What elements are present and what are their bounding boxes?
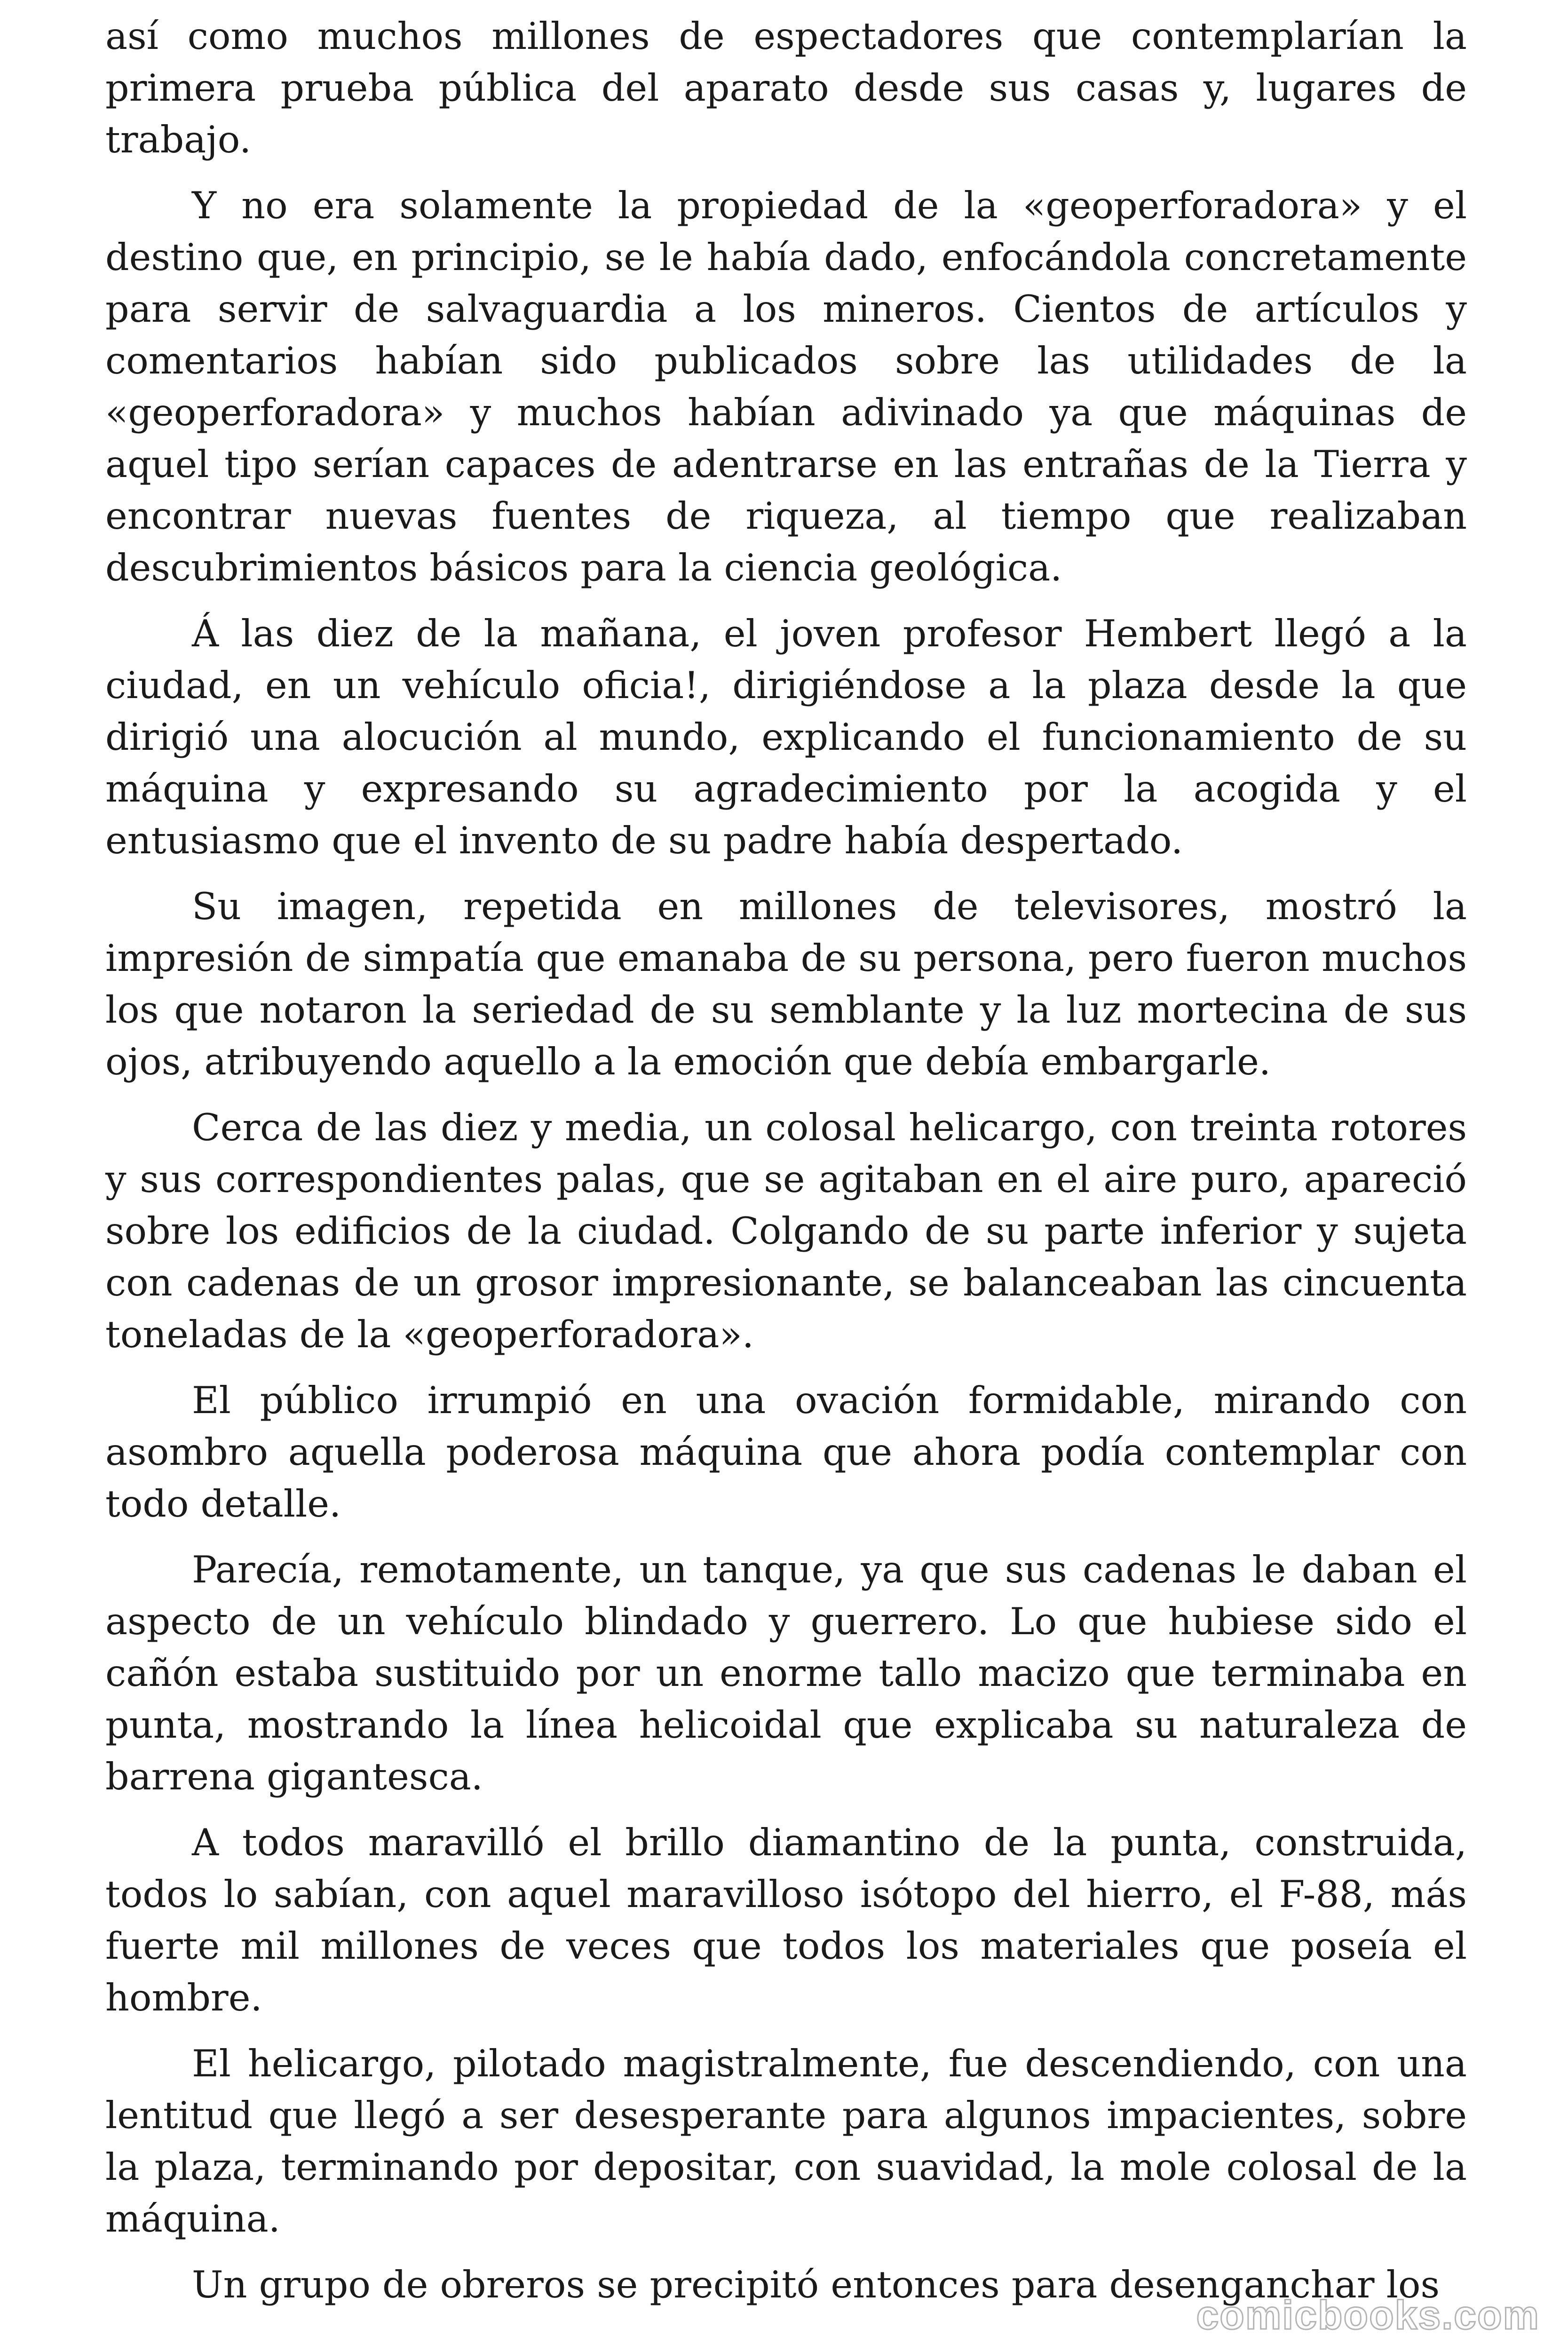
watermark-logo: comicbooks.com — [1196, 2293, 1540, 2338]
paragraph: A todos maravilló el brillo diamantino de la punta, construida, todos lo sabían, con aquel maravilloso isótopo del hierro, el F-88, más fuerte mil millones de veces que todos los materiales que poseía el hombre. — [105, 1821, 1467, 2019]
paragraph: El helicargo, pilotado magistralmente, fue descendiendo, con una lentitud que llegó a ser desesperante para algunos impacientes, sobre la plaza, terminando por depositar, con suavidad, la mole colosal de la máquina. — [105, 2042, 1467, 2241]
paragraph: Su imagen, repetida en millones de televisores, mostró la impresión de simpatía que emanaba de su persona, pero fueron muchos los que notaron la seriedad de su semblante y la luz mortecina de sus ojos, atribuyendo aquello a la emoción que debía embargarle. — [105, 885, 1467, 1083]
paragraph: El público irrumpió en una ovación formidable, mirando con asombro aquella poderosa máquina que ahora podía contemplar con todo detalle. — [105, 1379, 1467, 1526]
paragraph: Á las diez de la mañana, el joven profesor Hembert llegó a la ciudad, en un vehículo oficia!, dirigiéndose a la plaza desde la que dirigió una alocución al mundo, explicando el funcionamiento de su máquina y expresando su agradecimiento por la acogida y el entusiasmo que el invento de su padre había despertado. — [105, 612, 1467, 862]
paragraph: Un grupo de obreros se precipitó entonces para desenganchar los — [192, 2263, 1440, 2306]
paragraph: Parecía, remotamente, un tanque, ya que sus cadenas le daban el aspecto de un vehículo blindado y guerrero. Lo que hubiese sido el cañón estaba sustituido por un enorme tallo macizo que terminaba en punta, mostrando la línea helicoidal que explicaba su naturaleza de barrena gigantesca. — [105, 1548, 1467, 1798]
paragraph: así como muchos millones de espectadores que contemplarían la primera prueba pública del aparato desde sus casas y, lugares de trabajo. — [105, 15, 1467, 161]
paragraph: Cerca de las diez y media, un colosal helicargo, con treinta rotores y sus correspondientes palas, que se agitaban en el aire puro, apareció sobre los edificios de la ciudad. Colgando de su parte inferior y sujeta con cadenas de un grosor impresionante, se balanceaban las cincuenta toneladas de la «geoperforadora». — [105, 1106, 1467, 1356]
page-body — [105, 10, 1467, 2325]
paragraph: Y no era solamente la propiedad de la «geoperforadora» y el destino que, en principio, se le había dado, enfocándola concretamente para servir de salvaguardia a los mineros. Cientos de artículos y comentarios habían sido publicados sobre las utilidades de la «geoperforadora» y muchos habían adivinado ya que máquinas de aquel tipo serían capaces de adentrarse en las entrañas de la Tierra y encontrar nuevas fuentes de riqueza, al tiempo que realizaban descubrimientos básicos para la ciencia geológica. — [105, 184, 1467, 589]
